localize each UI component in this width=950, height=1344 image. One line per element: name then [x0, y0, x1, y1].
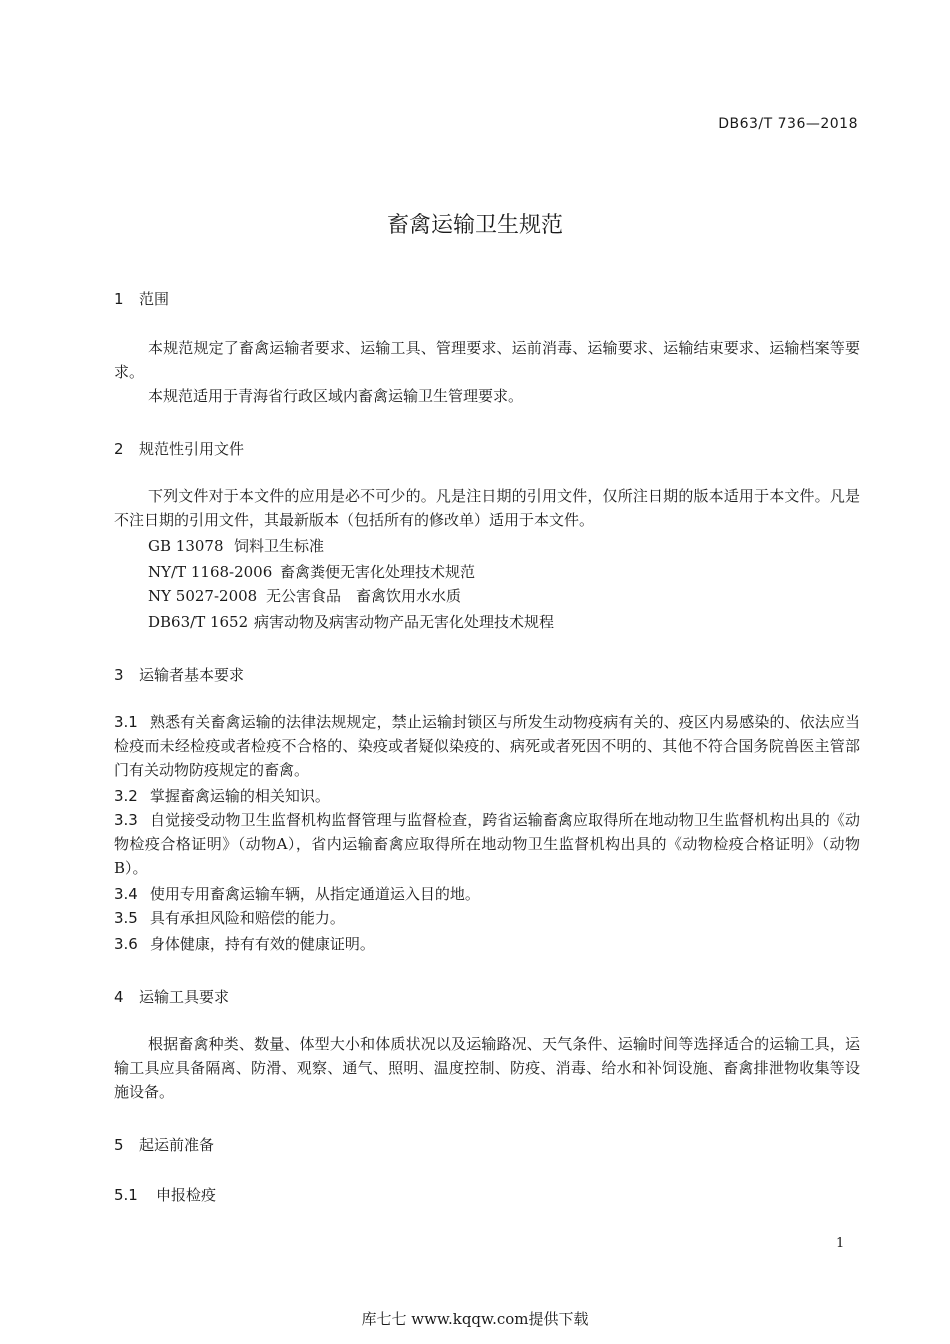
section-5-heading — [114, 1134, 214, 1155]
clause-3-5 — [114, 906, 860, 930]
reference-code: DB63/T 1652 — [148, 613, 249, 631]
section-title: 起运前准备 — [139, 1136, 215, 1154]
clause-3-4 — [114, 882, 860, 906]
subsection-5-1-heading — [114, 1184, 216, 1205]
reference-name: 病害动物及病害动物产品无害化处理技术规程 — [254, 613, 555, 631]
section-title: 运输者基本要求 — [139, 666, 245, 684]
paragraph: 本规范规定了畜禽运输者要求、运输工具、管理要求、运前消毒、运输要求、运输结束要求、运输档案等要求。 — [114, 339, 860, 381]
section-number: 4 — [114, 988, 124, 1006]
reference-name: 饲料卫生标准 — [234, 537, 325, 555]
clause-text: 熟悉有关畜禽运输的法律法规规定，禁止运输封锁区与所发生动物疫病有关的、疫区内易感染的、依法应当检疫而未经检疫或者检疫不合格的、染疫或者疑似染疫的、病死或者死因不明的、其他不符合国务院兽医主管部门有关动物防疫规定的畜禽。 — [114, 713, 860, 779]
section-2-heading — [114, 438, 244, 459]
clause-text: 身体健康，持有有效的健康证明。 — [149, 935, 375, 953]
document-title: 畜禽运输卫生规范 — [386, 213, 563, 238]
clause-text: 具有承担风险和赔偿的能力。 — [149, 909, 345, 927]
clause-text: 掌握畜禽运输的相关知识。 — [149, 787, 330, 805]
clause-number: 3.5 — [114, 909, 138, 927]
paragraph: 根据畜禽种类、数量、体型大小和体质状况以及运输路况、天气条件、运输时间等选择适合的运输工具，运输工具应具备隔离、防滑、观察、通气、照明、温度控制、防疫、消毒、给水和补饲设施、畜禽排泄物收集等设施设备。 — [114, 1035, 860, 1101]
clause-3-1 — [114, 710, 860, 782]
reference-name: 无公害食品 畜禽饮用水水质 — [266, 587, 462, 605]
section-number: 5 — [114, 1136, 124, 1154]
page-number: 1 — [836, 1236, 845, 1251]
section-4-heading — [114, 986, 229, 1007]
section-3-heading — [114, 664, 244, 685]
clause-text: 自觉接受动物卫生监督机构监督管理与监督检查，跨省运输畜禽应取得所在地动物卫生监督机构出具的《动物检疫合格证明》（动物A），省内运输畜禽应取得所在地动物卫生监督机构出具的《动物检疫合格证明》（动物B）。 — [114, 811, 860, 877]
section-1-heading — [114, 288, 169, 309]
clause-number: 3.1 — [114, 713, 138, 731]
reference-code: GB 13078 — [148, 537, 224, 555]
paragraph: 下列文件对于本文件的应用是必不可少的。凡是注日期的引用文件，仅所注日期的版本适用于本文件。凡是不注日期的引用文件，其最新版本（包括所有的修改单）适用于本文件。 — [114, 487, 860, 529]
clause-number: 3.3 — [114, 811, 138, 829]
reference-name: 畜禽粪便无害化处理技术规范 — [280, 563, 476, 581]
clause-number: 3.6 — [114, 935, 138, 953]
reference-code: NY/T 1168-2006 — [148, 563, 273, 581]
reference-item — [148, 560, 475, 584]
subsection-number: 5.1 — [114, 1186, 138, 1204]
standard-number: DB63/T 736—2018 — [718, 116, 858, 132]
reference-item — [148, 584, 461, 608]
section-title: 规范性引用文件 — [139, 440, 245, 458]
clause-text: 使用专用畜禽运输车辆，从指定通道运入目的地。 — [149, 885, 480, 903]
footer-watermark: 库七七 www.kqqw.com提供下载 — [361, 1310, 589, 1328]
clause-3-2 — [114, 784, 860, 808]
clause-3-6 — [114, 932, 860, 956]
reference-code: NY 5027-2008 — [148, 587, 258, 605]
section-title: 范围 — [139, 290, 170, 308]
clause-number: 3.2 — [114, 787, 138, 805]
section-number: 3 — [114, 666, 124, 684]
paragraph: 本规范适用于青海省行政区域内畜禽运输卫生管理要求。 — [148, 387, 524, 405]
reference-item — [148, 534, 324, 558]
section-number: 1 — [114, 290, 124, 308]
clause-number: 3.4 — [114, 885, 138, 903]
reference-item — [148, 610, 554, 634]
section-number: 2 — [114, 440, 124, 458]
clause-3-3 — [114, 808, 860, 880]
section-title: 运输工具要求 — [139, 988, 230, 1006]
subsection-title: 申报检疫 — [156, 1186, 217, 1204]
